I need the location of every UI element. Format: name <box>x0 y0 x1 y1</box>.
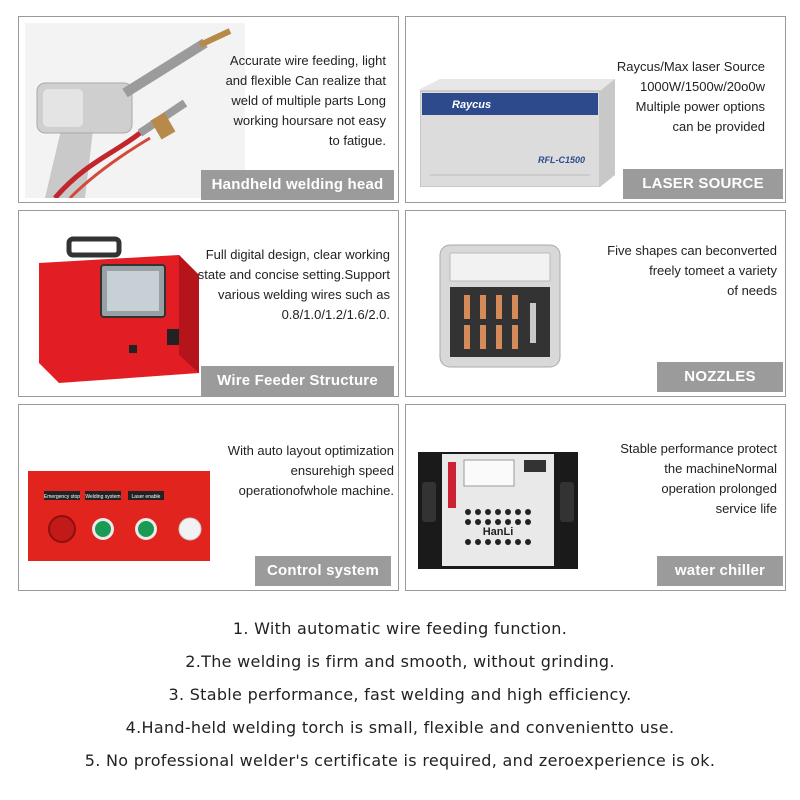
feature-point-2: 2.The welding is firm and smooth, without grinding. <box>185 652 615 671</box>
card-1-label: Handheld welding head <box>201 170 394 200</box>
button-label-laser-enable: Laser enable <box>131 494 161 500</box>
card-4-description: Five shapes can beconverted freely tomeet a variety of needs <box>607 243 777 298</box>
card-laser-source <box>405 16 786 203</box>
card-3-description: Full digital design, clear working state and concise setting.Support various welding wires such as 0.8/1.0/1.2/1.6/2.0. <box>197 247 390 322</box>
card-4-label: NOZZLES <box>657 362 783 392</box>
feature-point-1: 1. With automatic wire feeding function. <box>232 619 568 638</box>
chiller-brand-text: HanLi <box>482 526 514 538</box>
control-panel-image <box>28 471 210 561</box>
feature-point-4: 4.Hand-held welding torch is small, flexible and convenientto use. <box>125 718 675 737</box>
card-6-description: Stable performance protect the machineNormal operation prolonged service life <box>620 441 777 516</box>
card-5-label: Control system <box>255 556 391 586</box>
laser-model-text: RFL-C1500 <box>538 155 586 165</box>
nozzles-image <box>436 241 564 371</box>
card-6-label: water chiller <box>657 556 783 586</box>
button-label-emergency-stop: Emergency stop <box>43 494 81 500</box>
water-chiller-image <box>418 452 578 569</box>
feature-point-3: 3. Stable performance, fast welding and high efficiency. <box>168 685 632 704</box>
feature-point-5: 5. No professional welder's certificate is required, and zeroexperience is ok. <box>84 751 716 770</box>
feature-list <box>0 612 800 777</box>
card-water-chiller <box>405 404 786 591</box>
card-2-label: LASER SOURCE <box>623 169 783 199</box>
laser-brand-text: Raycus <box>452 99 492 111</box>
button-label-welding-system: Welding system <box>85 494 121 500</box>
card-wire-feeder <box>18 210 399 397</box>
card-2-description: Raycus/Max laser Source 1000W/1500w/20o0w Multiple power options can be provided <box>616 59 765 134</box>
card-handheld-welding-head <box>18 16 399 203</box>
card-control-system <box>18 404 399 591</box>
card-nozzles <box>405 210 786 397</box>
card-3-label: Wire Feeder Structure <box>201 366 394 396</box>
card-1-description: Accurate wire feeding, light and flexible Can realize that weld of multiple parts Long working hoursare not easy to fatigue. <box>225 53 386 148</box>
card-5-description: With auto layout optimization ensurehigh speed operationofwhole machine. <box>227 443 394 498</box>
